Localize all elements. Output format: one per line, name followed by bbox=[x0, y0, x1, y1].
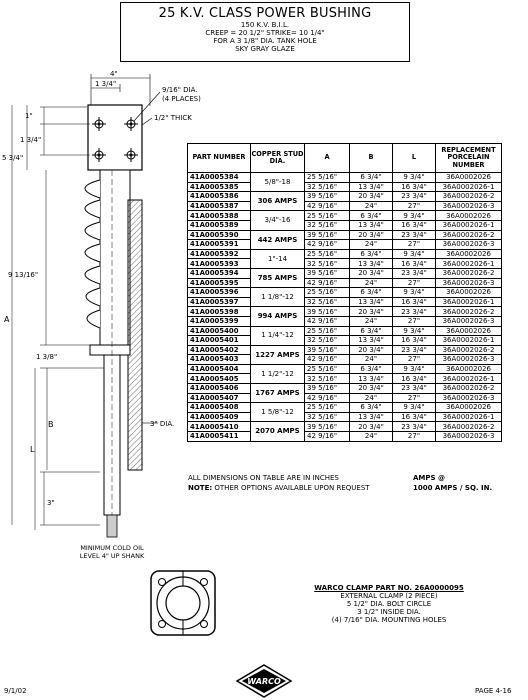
part-number-cell: 41A0005405 bbox=[188, 374, 251, 384]
dim-a-cell: 42 9/16" bbox=[305, 393, 350, 403]
dim-l-cell: 27" bbox=[393, 240, 436, 250]
table-row bbox=[188, 412, 502, 422]
note-holes-line2: (4 PLACES) bbox=[162, 95, 201, 103]
page-title: 25 K.V. CLASS POWER BUSHING bbox=[158, 6, 372, 21]
threaded-shank bbox=[107, 515, 117, 537]
page-number: PAGE 4-16 bbox=[475, 687, 512, 695]
amps-rating-cell: 1227 AMPS bbox=[251, 345, 305, 364]
clamp-line: 3 1/2" INSIDE DIA. bbox=[357, 608, 421, 616]
date: 9/1/02 bbox=[4, 687, 27, 695]
dim-b-cell: 13 3/4" bbox=[350, 297, 393, 307]
table-row bbox=[188, 230, 502, 240]
table-row bbox=[188, 384, 502, 394]
dim-l-cell: 9 3/4" bbox=[393, 364, 436, 374]
table-row bbox=[188, 220, 502, 230]
replacement-cell: 36A0002026-1 bbox=[436, 374, 502, 384]
part-number-cell: 41A0005386 bbox=[188, 192, 251, 202]
clamp-line: (4) 7/16" DIA. MOUNTING HOLES bbox=[331, 616, 447, 624]
dim-3: 3" bbox=[47, 499, 55, 507]
part-number-cell: 41A0005408 bbox=[188, 403, 251, 413]
table-row bbox=[188, 192, 502, 202]
dim-b-cell: 6 3/4" bbox=[350, 211, 393, 221]
dim-b-cell: 20 3/4" bbox=[350, 230, 393, 240]
th-replacement: REPLACEMENT PORCELAIN NUMBER bbox=[436, 144, 502, 173]
amps-rating-cell: 2070 AMPS bbox=[251, 422, 305, 441]
dim-b-cell: 24" bbox=[350, 355, 393, 365]
part-number-cell: 41A0005390 bbox=[188, 230, 251, 240]
dim-5-3-4: 5 3/4" bbox=[2, 154, 24, 162]
table-row bbox=[188, 201, 502, 211]
subtitle-line: SKY GRAY GLAZE bbox=[235, 45, 295, 53]
stud-dia-cell: 3/4"-16 bbox=[251, 211, 305, 230]
dim-l-cell: 16 3/4" bbox=[393, 297, 436, 307]
table-row bbox=[188, 336, 502, 346]
table-row bbox=[188, 182, 502, 192]
clamp-spec bbox=[300, 584, 478, 624]
replacement-cell: 36A0002026-1 bbox=[436, 412, 502, 422]
dim-b-cell: 6 3/4" bbox=[350, 364, 393, 374]
replacement-cell: 36A0002026 bbox=[436, 288, 502, 298]
part-number-cell: 41A0005399 bbox=[188, 316, 251, 326]
spec-table bbox=[187, 143, 502, 442]
dim-9-13-16: 9 13/16" bbox=[8, 271, 39, 279]
table-row bbox=[188, 374, 502, 384]
table-row bbox=[188, 316, 502, 326]
clamp-line: EXTERNAL CLAMP (2 PIECE) bbox=[340, 592, 438, 600]
table-row bbox=[188, 278, 502, 288]
dim-b-cell: 24" bbox=[350, 278, 393, 288]
replacement-cell: 36A0002026-2 bbox=[436, 268, 502, 278]
dim-a-cell: 32 5/16" bbox=[305, 412, 350, 422]
replacement-cell: 36A0002026-3 bbox=[436, 316, 502, 326]
part-number-cell: 41A0005403 bbox=[188, 355, 251, 365]
dim-b-cell: 13 3/4" bbox=[350, 182, 393, 192]
table-row bbox=[188, 403, 502, 413]
part-number-cell: 41A0005398 bbox=[188, 307, 251, 317]
replacement-cell: 36A0002026-3 bbox=[436, 201, 502, 211]
part-number-cell: 41A0005389 bbox=[188, 220, 251, 230]
dim-a-cell: 42 9/16" bbox=[305, 355, 350, 365]
dim-b-cell: 13 3/4" bbox=[350, 412, 393, 422]
part-number-cell: 41A0005392 bbox=[188, 249, 251, 259]
amps-rating-cell: 785 AMPS bbox=[251, 268, 305, 287]
dim-top-4: 4" bbox=[110, 70, 118, 78]
dim-l-cell: 16 3/4" bbox=[393, 374, 436, 384]
note-text: OTHER OPTIONS AVAILABLE UPON REQUEST bbox=[212, 484, 370, 492]
dim-a-cell: 25 5/16" bbox=[305, 211, 350, 221]
replacement-cell: 36A0002026-1 bbox=[436, 336, 502, 346]
th-l: L bbox=[393, 144, 436, 173]
replacement-cell: 36A0002026-3 bbox=[436, 240, 502, 250]
dim-l-cell: 16 3/4" bbox=[393, 259, 436, 269]
warco-logo bbox=[236, 664, 292, 698]
table-row bbox=[188, 297, 502, 307]
dim-a-cell: 39 5/16" bbox=[305, 192, 350, 202]
shank-note-line: LEVEL 4" UP SHANK bbox=[79, 552, 145, 560]
dim-b-cell: 24" bbox=[350, 316, 393, 326]
dim-1-3-4: 1 3/4" bbox=[20, 136, 42, 144]
footnote-options bbox=[188, 484, 370, 492]
dim-b-cell: 6 3/4" bbox=[350, 403, 393, 413]
dim-a-cell: 39 5/16" bbox=[305, 345, 350, 355]
replacement-cell: 36A0002026 bbox=[436, 403, 502, 413]
dim-a-cell: 39 5/16" bbox=[305, 268, 350, 278]
table-row bbox=[188, 393, 502, 403]
dim-l-cell: 9 3/4" bbox=[393, 173, 436, 183]
dim-l-cell: 16 3/4" bbox=[393, 412, 436, 422]
dim-b-cell: 20 3/4" bbox=[350, 268, 393, 278]
dim-a-cell: 39 5/16" bbox=[305, 230, 350, 240]
dim-l-cell: 16 3/4" bbox=[393, 182, 436, 192]
part-number-cell: 41A0005387 bbox=[188, 201, 251, 211]
dim-a-cell: 42 9/16" bbox=[305, 240, 350, 250]
subtitle-line: FOR A 3 1/8" DIA. TANK HOLE bbox=[213, 37, 317, 45]
dim-l-cell: 23 3/4" bbox=[393, 307, 436, 317]
dim-a-cell: 32 5/16" bbox=[305, 336, 350, 346]
replacement-cell: 36A0002026 bbox=[436, 249, 502, 259]
dim-l-cell: 9 3/4" bbox=[393, 288, 436, 298]
dim-a-cell: 39 5/16" bbox=[305, 384, 350, 394]
replacement-cell: 36A0002026-3 bbox=[436, 278, 502, 288]
section-hatch bbox=[128, 200, 142, 470]
part-number-cell: 41A0005401 bbox=[188, 336, 251, 346]
part-number-cell: 41A0005388 bbox=[188, 211, 251, 221]
amps-note-line1: AMPS @ bbox=[413, 474, 445, 482]
dim-a-cell: 25 5/16" bbox=[305, 173, 350, 183]
dim-a-cell: 25 5/16" bbox=[305, 364, 350, 374]
stud-dia-cell: 1 1/4"-12 bbox=[251, 326, 305, 345]
dim-a-cell: 42 9/16" bbox=[305, 201, 350, 211]
th-part-number: PART NUMBER bbox=[188, 144, 251, 173]
dim-l-cell: 9 3/4" bbox=[393, 326, 436, 336]
dim-a-cell: 42 9/16" bbox=[305, 316, 350, 326]
table-row bbox=[188, 307, 502, 317]
dim-b-cell: 13 3/4" bbox=[350, 259, 393, 269]
dim-a-cell: 42 9/16" bbox=[305, 278, 350, 288]
part-number-cell: 41A0005402 bbox=[188, 345, 251, 355]
replacement-cell: 36A0002026-1 bbox=[436, 220, 502, 230]
part-number-cell: 41A0005397 bbox=[188, 297, 251, 307]
part-number-cell: 41A0005395 bbox=[188, 278, 251, 288]
dim-l-cell: 16 3/4" bbox=[393, 336, 436, 346]
amps-note-line2: 1000 AMPS / SQ. IN. bbox=[413, 484, 493, 492]
dim-b-cell: 20 3/4" bbox=[350, 345, 393, 355]
replacement-cell: 36A0002026-2 bbox=[436, 230, 502, 240]
replacement-cell: 36A0002026-2 bbox=[436, 307, 502, 317]
dim-a-cell: 32 5/16" bbox=[305, 259, 350, 269]
logo-text: WARCO bbox=[247, 677, 281, 686]
clamp-drawing bbox=[148, 568, 218, 638]
table-row bbox=[188, 288, 502, 298]
note-thick: 1/2" THICK bbox=[154, 114, 192, 122]
dim-1-3-8: 1 3/8" bbox=[36, 353, 58, 361]
th-b: B bbox=[350, 144, 393, 173]
part-number-cell: 41A0005407 bbox=[188, 393, 251, 403]
stud-dia-cell: 1 5/8"-12 bbox=[251, 403, 305, 422]
stud-dia-cell: 1 1/2"-12 bbox=[251, 364, 305, 383]
replacement-cell: 36A0002026-2 bbox=[436, 422, 502, 432]
dim-b-cell: 24" bbox=[350, 393, 393, 403]
amps-rating-cell: 1767 AMPS bbox=[251, 384, 305, 403]
replacement-cell: 36A0002026 bbox=[436, 211, 502, 221]
dim-b-cell: 20 3/4" bbox=[350, 422, 393, 432]
dim-a-cell: 39 5/16" bbox=[305, 422, 350, 432]
table-row bbox=[188, 259, 502, 269]
replacement-cell: 36A0002026 bbox=[436, 173, 502, 183]
dim-b-cell: 13 3/4" bbox=[350, 374, 393, 384]
replacement-cell: 36A0002026-1 bbox=[436, 259, 502, 269]
dim-b-cell: 20 3/4" bbox=[350, 192, 393, 202]
replacement-cell: 36A0002026-1 bbox=[436, 297, 502, 307]
dim-a-cell: 25 5/16" bbox=[305, 403, 350, 413]
replacement-cell: 36A0002026-2 bbox=[436, 345, 502, 355]
dim-l: L bbox=[30, 445, 35, 454]
dim-b-cell: 24" bbox=[350, 432, 393, 442]
table-row bbox=[188, 268, 502, 278]
part-number-cell: 41A0005404 bbox=[188, 364, 251, 374]
dim-b-cell: 6 3/4" bbox=[350, 288, 393, 298]
dim-a-cell: 32 5/16" bbox=[305, 297, 350, 307]
note-label: NOTE: bbox=[188, 484, 213, 492]
part-number-cell: 41A0005400 bbox=[188, 326, 251, 336]
dim-l-cell: 23 3/4" bbox=[393, 192, 436, 202]
dim-b-cell: 6 3/4" bbox=[350, 326, 393, 336]
note-holes-line1: 9/16" DIA. bbox=[162, 86, 198, 94]
table-row bbox=[188, 326, 502, 336]
clamp-line: 5 1/2" DIA. BOLT CIRCLE bbox=[346, 600, 432, 608]
part-number-cell: 41A0005411 bbox=[188, 432, 251, 442]
dim-l-cell: 27" bbox=[393, 355, 436, 365]
subtitle-line: 150 K.V. B.I.L. bbox=[240, 21, 290, 29]
table-row bbox=[188, 355, 502, 365]
dim-l-cell: 23 3/4" bbox=[393, 268, 436, 278]
part-number-cell: 41A0005385 bbox=[188, 182, 251, 192]
clamp-heading: WARCO CLAMP PART NO. 26A0000095 bbox=[314, 584, 464, 592]
dim-a: A bbox=[4, 315, 10, 324]
title-box bbox=[120, 2, 410, 62]
dim-l-cell: 16 3/4" bbox=[393, 220, 436, 230]
dim-l-cell: 27" bbox=[393, 393, 436, 403]
table-row bbox=[188, 432, 502, 442]
table-row bbox=[188, 211, 502, 221]
subtitle-line: CREEP = 20 1/2" STRIKE= 10 1/4" bbox=[205, 29, 325, 37]
table-header-row bbox=[188, 144, 502, 173]
dim-l-cell: 23 3/4" bbox=[393, 230, 436, 240]
dim-b: B bbox=[48, 420, 54, 429]
dim-a-cell: 42 9/16" bbox=[305, 432, 350, 442]
dim-l-cell: 27" bbox=[393, 278, 436, 288]
table-row bbox=[188, 422, 502, 432]
note-dia: 3" DIA. bbox=[150, 420, 175, 428]
shank-note-line: MINIMUM COLD OIL bbox=[80, 544, 144, 552]
dim-1: 1" bbox=[25, 112, 33, 120]
dim-b-cell: 24" bbox=[350, 201, 393, 211]
dim-a-cell: 39 5/16" bbox=[305, 307, 350, 317]
stud-dia-cell: 5/8"-18 bbox=[251, 173, 305, 192]
table-row bbox=[188, 345, 502, 355]
table-row bbox=[188, 240, 502, 250]
dim-l-cell: 27" bbox=[393, 201, 436, 211]
table-row bbox=[188, 249, 502, 259]
replacement-cell: 36A0002026-3 bbox=[436, 432, 502, 442]
dim-a-cell: 32 5/16" bbox=[305, 374, 350, 384]
replacement-cell: 36A0002026 bbox=[436, 364, 502, 374]
part-number-cell: 41A0005384 bbox=[188, 173, 251, 183]
part-number-cell: 41A0005396 bbox=[188, 288, 251, 298]
dim-b-cell: 24" bbox=[350, 240, 393, 250]
dim-a-cell: 25 5/16" bbox=[305, 249, 350, 259]
amps-rating-cell: 306 AMPS bbox=[251, 192, 305, 211]
replacement-cell: 36A0002026-3 bbox=[436, 355, 502, 365]
dim-b-cell: 13 3/4" bbox=[350, 336, 393, 346]
part-number-cell: 41A0005410 bbox=[188, 422, 251, 432]
dim-l-cell: 9 3/4" bbox=[393, 211, 436, 221]
part-number-cell: 41A0005406 bbox=[188, 384, 251, 394]
part-number-cell: 41A0005394 bbox=[188, 268, 251, 278]
stud-dia-cell: 1"-14 bbox=[251, 249, 305, 268]
dim-l-cell: 27" bbox=[393, 316, 436, 326]
replacement-cell: 36A0002026 bbox=[436, 326, 502, 336]
th-a: A bbox=[305, 144, 350, 173]
replacement-cell: 36A0002026-2 bbox=[436, 384, 502, 394]
footnote-dimensions: ALL DIMENSIONS ON TABLE ARE IN INCHES bbox=[188, 474, 339, 482]
amps-rating-cell: 442 AMPS bbox=[251, 230, 305, 249]
stud-dia-cell: 1 1/8"-12 bbox=[251, 288, 305, 307]
shank-note bbox=[62, 544, 162, 560]
part-number-cell: 41A0005409 bbox=[188, 412, 251, 422]
dim-l-cell: 23 3/4" bbox=[393, 384, 436, 394]
dim-a-cell: 25 5/16" bbox=[305, 288, 350, 298]
dim-top-1-3-4: 1 3/4" bbox=[95, 80, 117, 88]
replacement-cell: 36A0002026-2 bbox=[436, 192, 502, 202]
table-row bbox=[188, 364, 502, 374]
part-number-cell: 41A0005393 bbox=[188, 259, 251, 269]
dim-l-cell: 9 3/4" bbox=[393, 249, 436, 259]
dim-b-cell: 20 3/4" bbox=[350, 307, 393, 317]
th-copper-stud: COPPER STUD DIA. bbox=[251, 144, 305, 173]
porcelain-body bbox=[85, 170, 130, 345]
dim-l-cell: 23 3/4" bbox=[393, 422, 436, 432]
dim-a-cell: 25 5/16" bbox=[305, 326, 350, 336]
dim-b-cell: 20 3/4" bbox=[350, 384, 393, 394]
dim-a-cell: 32 5/16" bbox=[305, 220, 350, 230]
dim-a-cell: 32 5/16" bbox=[305, 182, 350, 192]
replacement-cell: 36A0002026-3 bbox=[436, 393, 502, 403]
dim-b-cell: 6 3/4" bbox=[350, 249, 393, 259]
dim-b-cell: 13 3/4" bbox=[350, 220, 393, 230]
dim-l-cell: 27" bbox=[393, 432, 436, 442]
table-row bbox=[188, 173, 502, 183]
amps-rating-cell: 994 AMPS bbox=[251, 307, 305, 326]
dim-l-cell: 23 3/4" bbox=[393, 345, 436, 355]
part-number-cell: 41A0005391 bbox=[188, 240, 251, 250]
replacement-cell: 36A0002026-1 bbox=[436, 182, 502, 192]
dim-b-cell: 6 3/4" bbox=[350, 173, 393, 183]
dim-l-cell: 9 3/4" bbox=[393, 403, 436, 413]
